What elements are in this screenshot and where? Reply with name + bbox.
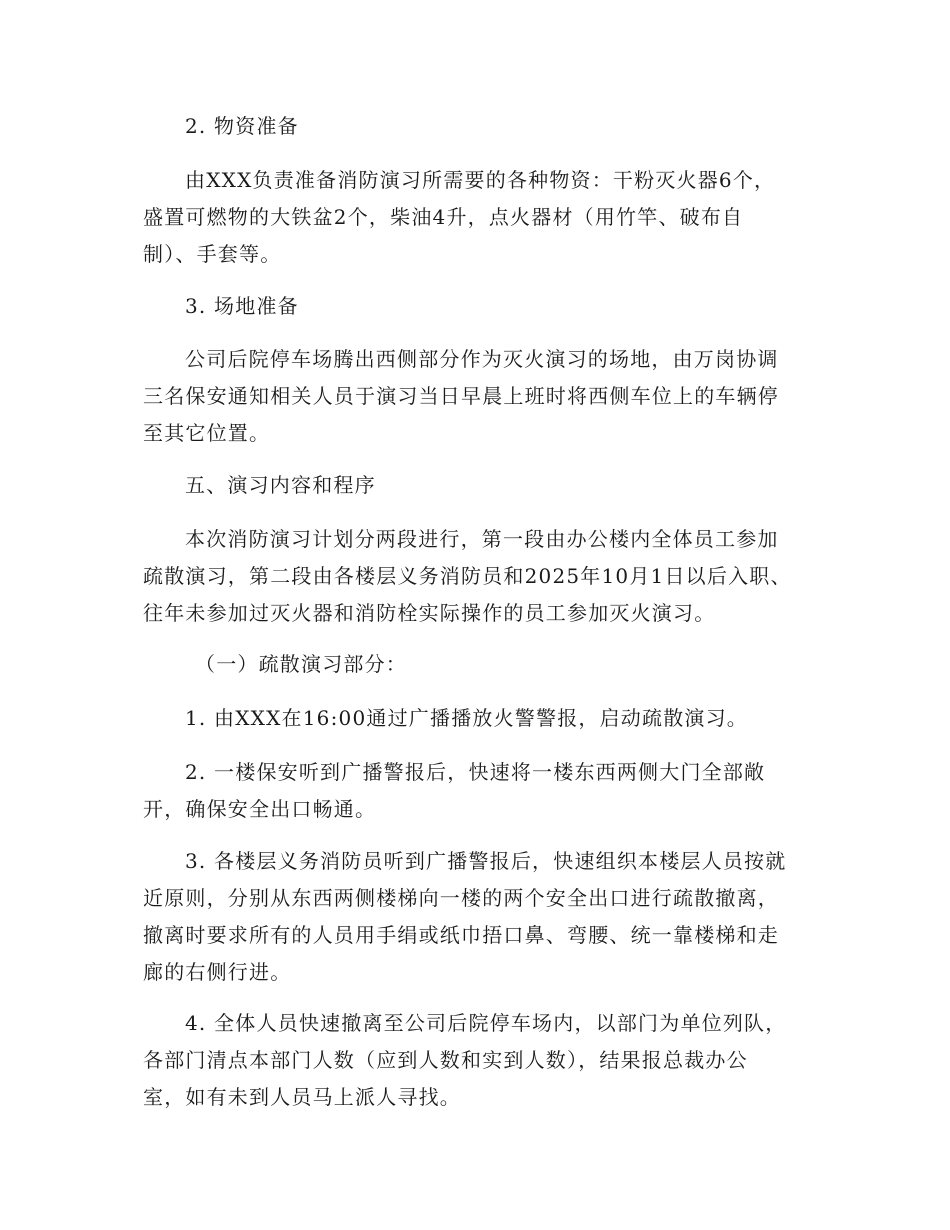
site-body [143,341,808,452]
text-line: 至其它位置。 [143,421,271,445]
text-line: 各部门清点本部门人数（应到人数和实到人数），结果报总裁办公 [143,1048,748,1072]
text-line: 廊的右侧行进。 [143,960,292,984]
text-line: 制）、手套等。 [143,242,282,266]
text-line: 2. 一楼保安听到广播警报后，快速将一楼东西两侧大门全部敞 [185,760,766,784]
step-4 [143,1005,808,1116]
text-line: 1. 由XXX在16:00通过广播播放火警警报，启动疏散演习。 [185,706,748,730]
site-heading [143,288,808,325]
text-line: 三名保安通知相关人员于演习当日早晨上班时将西侧车位上的车辆停 [143,384,779,408]
step-2 [143,754,808,828]
text-line: 由XXX负责准备消防演习所需要的各种物资：干粉灭火器6个， [185,168,776,192]
text-line: （一）疏散演习部分： [195,652,407,676]
text-line: 五、演习内容和程序 [185,473,376,497]
text-line: 公司后院停车场腾出西侧部分作为灭火演习的场地，由万岗协调 [185,347,779,371]
material-body [143,162,808,273]
text-line: 疏散演习，第二段由各楼层义务消防员和2025年10月1日以后入职、 [143,564,792,588]
text-line: 本次消防演习计划分两段进行，第一段由办公楼内全体员工参加 [185,527,779,551]
step-3 [143,843,808,991]
text-line: 2. 物资准备 [185,114,299,138]
text-line: 近原则，分别从东西两侧楼梯向一楼的两个安全出口进行疏散撤离， [143,886,779,910]
text-line: 撤离时要求所有的人员用手绢或纸巾捂口鼻、弯腰、统一靠楼梯和走 [143,923,779,947]
text-line: 开，确保安全出口畅通。 [143,797,377,821]
text-line: 往年未参加过灭火器和消防栓实际操作的员工参加灭火演习。 [143,601,716,625]
step-1 [143,700,808,737]
evacuation-heading [143,646,808,683]
material-heading [143,108,808,145]
section-five-body [143,521,808,632]
text-line: 3. 各楼层义务消防员听到广播警报后，快速组织本楼层人员按就 [185,849,787,873]
text-line: 4. 全体人员快速撤离至公司后院停车场内，以部门为单位列队， [185,1011,787,1035]
text-line: 3. 场地准备 [185,294,299,318]
text-line: 室，如有未到人员马上派人寻找。 [143,1085,461,1109]
text-line: 盛置可燃物的大铁盆2个，柴油4升，点火器材（用竹竿、破布自 [143,205,744,229]
section-five-heading [143,467,808,504]
